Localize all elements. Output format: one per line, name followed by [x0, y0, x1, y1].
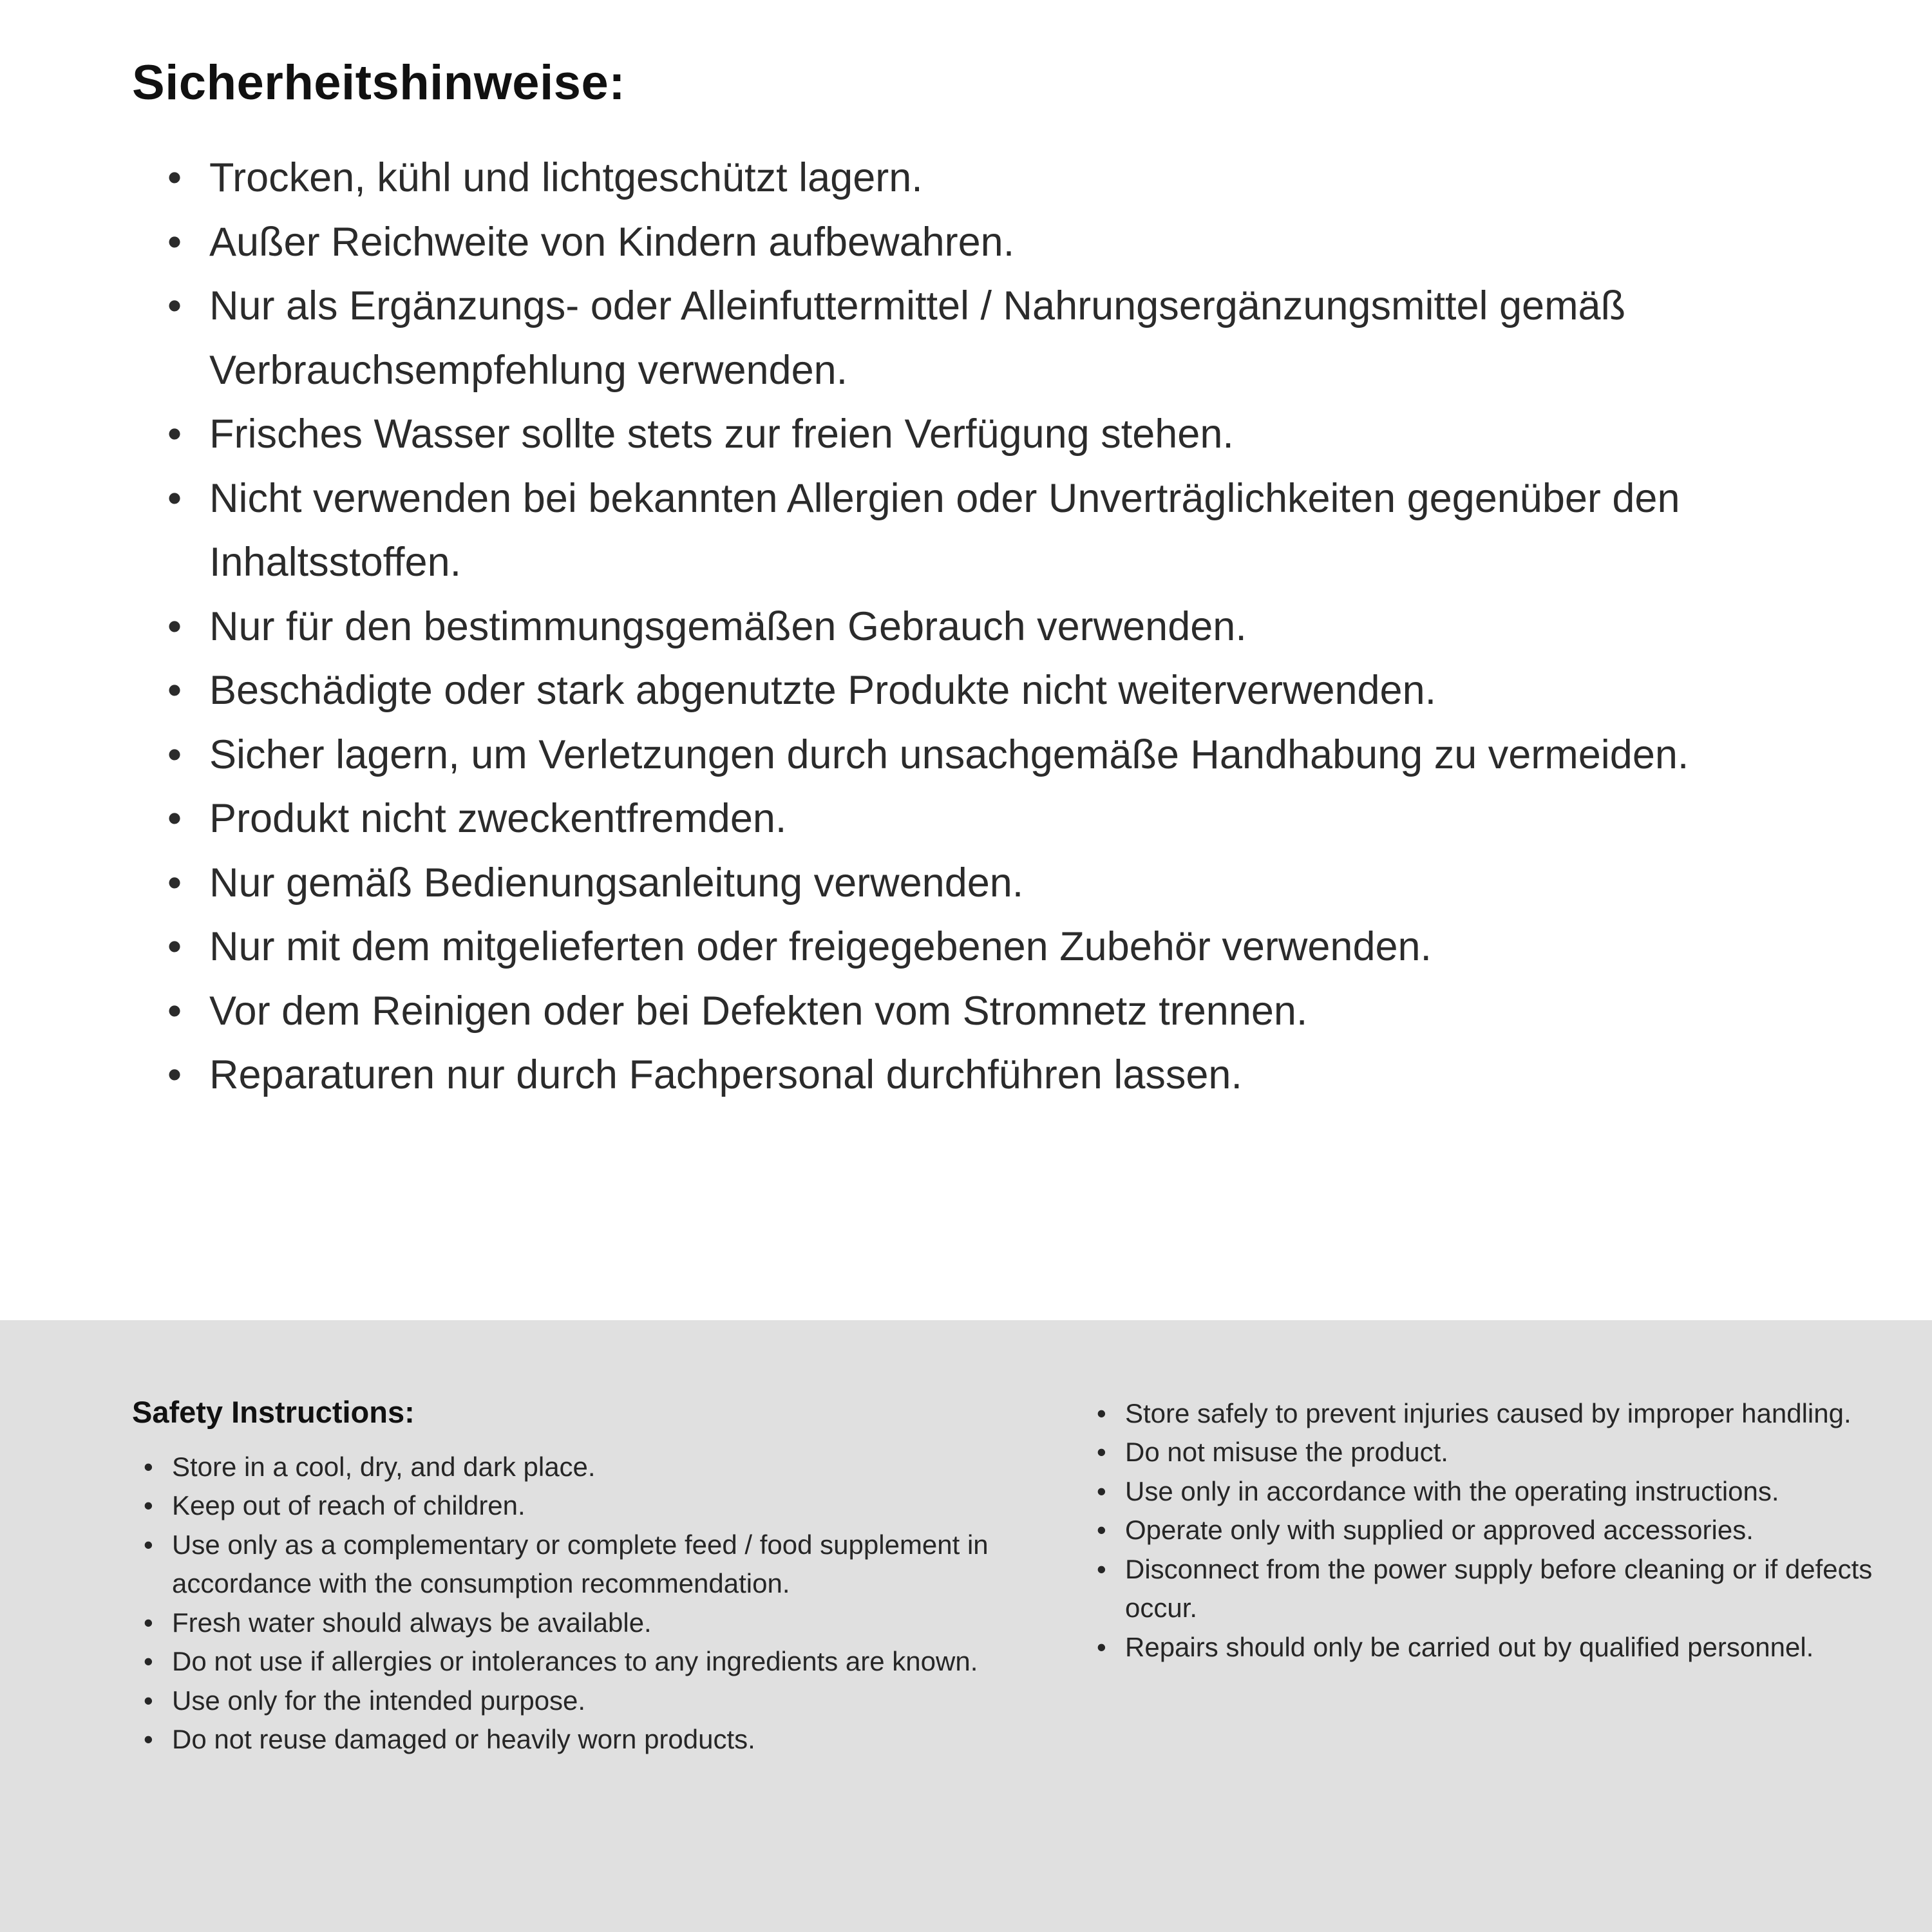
german-safety-item: • Nur als Ergänzungs- oder Alleinfuttermittel / Nahrungsergänzungsmittel gemäß Verbrauchsempfehlung verwenden. — [132, 274, 1816, 402]
german-safety-title: Sicherheitshinweise: — [132, 55, 626, 110]
german-safety-item: • Trocken, kühl und lichtgeschützt lagern. — [132, 146, 1816, 211]
english-safety-item: • Do not misuse the product. — [1085, 1433, 1903, 1472]
english-safety-item: • Fresh water should always be available. — [132, 1604, 989, 1642]
english-safety-section — [0, 1320, 1932, 1932]
english-safety-item: • Keep out of reach of children. — [132, 1486, 989, 1525]
english-safety-list-left — [132, 1448, 989, 1759]
english-safety-item: • Store safely to prevent injuries caused by improper handling. — [1085, 1394, 1903, 1433]
german-safety-item: • Nur mit dem mitgelieferten oder freigegebenen Zubehör verwenden. — [132, 915, 1816, 980]
german-safety-item: • Beschädigte oder stark abgenutzte Produkte nicht weiterverwenden. — [132, 659, 1816, 723]
german-safety-item: • Außer Reichweite von Kindern aufbewahren. — [132, 211, 1816, 275]
german-safety-item: • Nur gemäß Bedienungsanleitung verwenden. — [132, 851, 1816, 916]
english-safety-item: • Repairs should only be carried out by qualified personnel. — [1085, 1628, 1903, 1667]
german-safety-item: • Nicht verwenden bei bekannten Allergien oder Unverträglichkeiten gegenüber den Inhaltsstoffen. — [132, 467, 1816, 595]
english-safety-title: Safety Instructions: — [132, 1395, 415, 1429]
english-safety-item: • Operate only with supplied or approved accessories. — [1085, 1511, 1903, 1549]
english-safety-item: • Disconnect from the power supply before cleaning or if defects occur. — [1085, 1550, 1903, 1628]
english-safety-item: • Do not reuse damaged or heavily worn products. — [132, 1720, 989, 1759]
german-safety-item: • Vor dem Reinigen oder bei Defekten vom Stromnetz trennen. — [132, 980, 1816, 1044]
english-safety-item: • Use only in accordance with the operating instructions. — [1085, 1472, 1903, 1511]
german-safety-item: • Frisches Wasser sollte stets zur freien Verfügung stehen. — [132, 402, 1816, 467]
german-safety-item: • Reparaturen nur durch Fachpersonal durchführen lassen. — [132, 1043, 1816, 1108]
english-safety-item: • Use only as a complementary or complete feed / food supplement in accordance with the consumption recommendation. — [132, 1526, 989, 1604]
english-safety-item: • Use only for the intended purpose. — [132, 1681, 989, 1720]
english-safety-item: • Do not use if allergies or intolerances to any ingredients are known. — [132, 1642, 989, 1681]
english-right-column — [1085, 1394, 1903, 1932]
english-safety-item: • Store in a cool, dry, and dark place. — [132, 1448, 989, 1486]
german-safety-list — [132, 146, 1816, 1108]
german-safety-item: • Produkt nicht zweckentfremden. — [132, 787, 1816, 851]
english-safety-list-right — [1085, 1394, 1903, 1667]
english-left-column — [132, 1394, 989, 1932]
german-safety-item: • Nur für den bestimmungsgemäßen Gebrauch verwenden. — [132, 595, 1816, 659]
german-safety-item: • Sicher lagern, um Verletzungen durch unsachgemäße Handhabung zu vermeiden. — [132, 723, 1816, 788]
